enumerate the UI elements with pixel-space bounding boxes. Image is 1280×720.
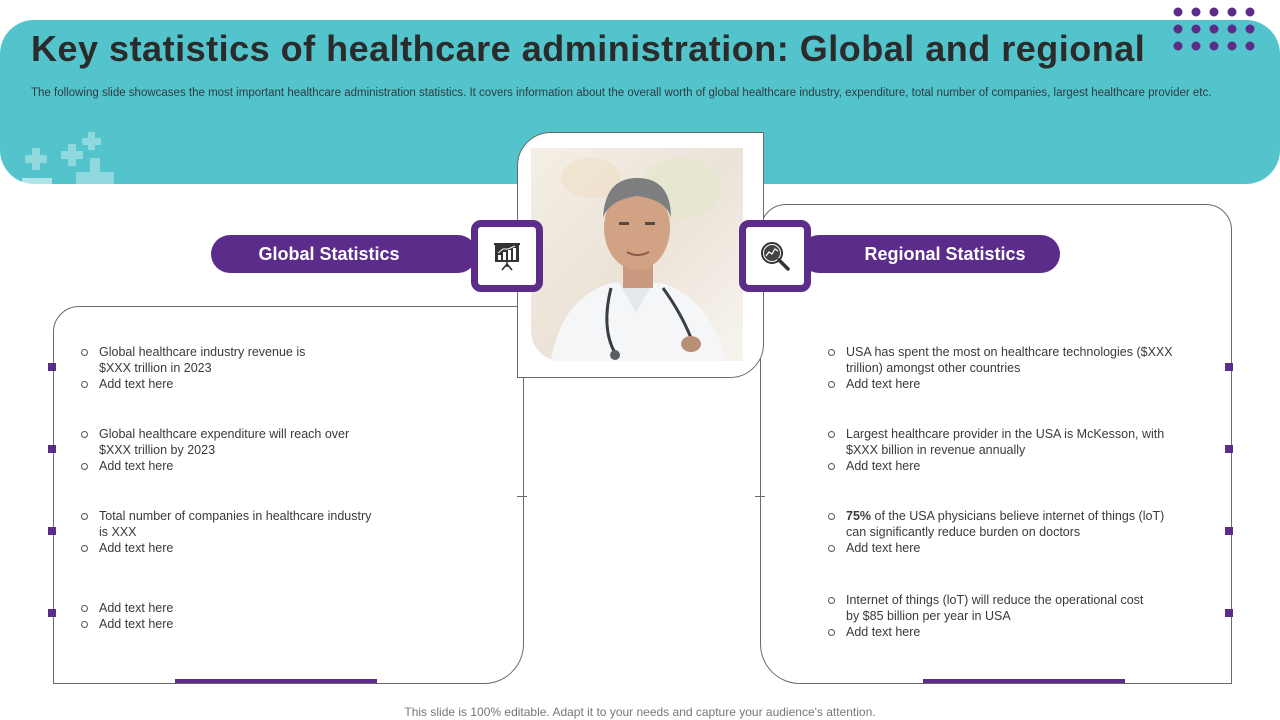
magnifier-chart-icon [739, 220, 811, 292]
list-item [826, 508, 1164, 540]
list-item: Add text here [826, 376, 920, 392]
accent-bar [175, 679, 377, 683]
edge-marker [48, 609, 56, 617]
edge-marker [1225, 363, 1233, 371]
page-subtitle: The following slide showcases the most important healthcare administration statistics. It covers information about the overall worth of global healthcare industry, expenditure, total number of companies, largest healthcare provider etc. [31, 87, 1212, 99]
list-item-text: of the USA physicians believe internet of things (loT) can significantly reduce burden on doctors [846, 509, 1165, 539]
regional-stats-header [800, 235, 1060, 273]
list-item: Add text here [79, 600, 173, 616]
list-item: Add text here [79, 540, 173, 556]
regional-stats-list [826, 344, 1221, 644]
tick-mark [517, 496, 527, 497]
doctor-photo [531, 148, 743, 361]
page-title: Key statistics of healthcare administration: Global and regional [31, 28, 1146, 69]
list-item: Largest healthcare provider in the USA is McKesson, with $XXX billion in revenue annually [826, 426, 1164, 458]
edge-marker [1225, 609, 1233, 617]
list-item: Global healthcare expenditure will reach over $XXX trillion by 2023 [79, 426, 349, 458]
list-item: USA has spent the most on healthcare technologies ($XXX trillion) amongst other countries [826, 344, 1173, 376]
regional-stats-label: Regional Statistics [864, 243, 1026, 264]
global-stats-header [211, 235, 477, 273]
edge-marker [48, 527, 56, 535]
list-item: Global healthcare industry revenue is $XXX trillion in 2023 [79, 344, 305, 376]
list-item: Total number of companies in healthcare industry is XXX [79, 508, 371, 540]
edge-marker [1225, 445, 1233, 453]
footer-note: This slide is 100% editable. Adapt it to your needs and capture your audience's attention. [404, 705, 876, 719]
list-item: Add text here [79, 458, 173, 474]
highlight-value: 75% [846, 509, 872, 523]
list-item: Add text here [826, 540, 920, 556]
edge-marker [1225, 527, 1233, 535]
plus-decoration-icon [0, 130, 130, 260]
list-item: Add text here [826, 624, 920, 640]
list-item: Add text here [79, 376, 173, 392]
accent-bar [923, 679, 1125, 683]
tick-mark [755, 496, 765, 497]
edge-marker [48, 445, 56, 453]
list-item: Add text here [79, 616, 173, 632]
global-stats-list [79, 344, 499, 644]
edge-marker [48, 363, 56, 371]
global-stats-label: Global Statistics [258, 243, 400, 264]
list-item: Add text here [826, 458, 920, 474]
dot-grid-decoration [1170, 4, 1260, 56]
presentation-chart-icon [471, 220, 543, 292]
list-item: Internet of things (loT) will reduce the operational cost by $85 billion per year in USA [826, 592, 1143, 624]
